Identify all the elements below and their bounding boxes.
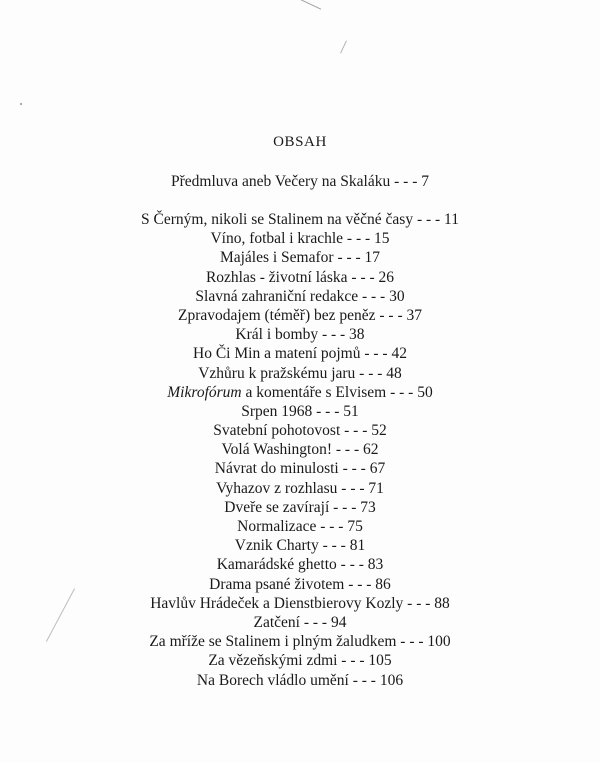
toc-entry: Svatební pohotovost - - - 52 [213,422,387,440]
scan-mark-dot [20,103,22,105]
toc-entry: Rozhlas - životní láska - - - 26 [205,268,395,286]
toc-entry: Ho Či Min a matení pojmů - - - 42 [193,345,407,363]
toc-entry: Zpravodajem (téměř) bez peněz - - - 37 [178,306,422,324]
toc-entry: Kamarádské ghetto - - - 83 [216,556,384,574]
toc-entry: Na Borech vládlo umění - - - 106 [196,671,404,689]
table-of-contents [0,210,600,690]
toc-entry: Za mříže se Stalinem i plným žaludkem - - - 100 [149,633,451,651]
toc-entry: Drama psané životem - - - 86 [209,575,391,593]
toc-entry: Za vězeňskými zdmi - - - 105 [208,652,392,670]
toc-entry: Normalizace - - - 75 [237,518,363,535]
scan-mark-slash [340,40,347,53]
toc-entry: Havlův Hrádeček a Dienstbierovy Kozly - - - 88 [150,594,450,612]
toc-entry: Dveře se zavírají - - - 73 [224,498,376,516]
toc-entry: Volá Washington! - - - 62 [221,441,379,459]
page-title: OBSAH [273,134,327,150]
toc-entry: Slavná zahraniční redakce - - - 30 [195,287,405,305]
toc-entry: Víno, fotbal i krachle - - - 15 [210,230,390,248]
preface-entry: Předmluva aneb Večery na Skaláku - - - 7 [171,173,429,190]
toc-entry: Zatčení - - - 94 [253,613,347,631]
toc-entry: Majáles i Semafor - - - 17 [219,249,381,267]
toc-entry: Návrat do minulosti - - - 67 [214,460,386,478]
toc-entry: Mikrofórum a komentáře s Elvisem - - - 50 [167,383,433,401]
toc-entry: S Černým, nikoli se Stalinem na věčné časy - - - 11 [141,211,459,228]
toc-entry: Vyhazov z rozhlasu - - - 71 [216,479,384,497]
scan-mark-top [301,0,321,10]
toc-entry: Srpen 1968 - - - 51 [241,402,359,420]
toc-entry: Král i bomby - - - 38 [235,326,365,344]
toc-entry: Vznik Charty - - - 81 [234,537,366,555]
toc-entry: Vzhůru k pražskému jaru - - - 48 [198,364,402,382]
